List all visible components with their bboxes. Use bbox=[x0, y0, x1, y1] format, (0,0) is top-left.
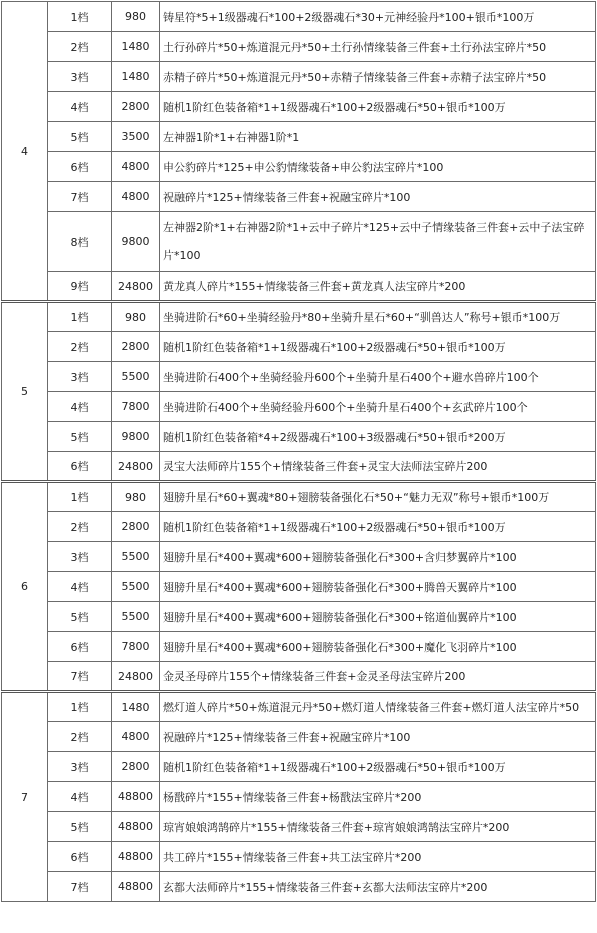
price-cell: 1480 bbox=[112, 32, 160, 62]
price-cell: 48800 bbox=[112, 782, 160, 812]
price-cell: 48800 bbox=[112, 812, 160, 842]
price-cell: 9800 bbox=[112, 212, 160, 272]
tier-cell: 4档 bbox=[48, 782, 112, 812]
reward-content-cell: 铸星符*5+1级器魂石*100+2级器魂石*30+元神经验丹*100+银币*100万 bbox=[160, 2, 596, 32]
reward-content-cell: 随机1阶红色装备箱*1+1级器魂石*100+2级器魂石*50+银币*100万 bbox=[160, 92, 596, 122]
table-row bbox=[2, 362, 596, 392]
tier-cell: 5档 bbox=[48, 602, 112, 632]
tier-cell: 6档 bbox=[48, 152, 112, 182]
reward-content-cell: 玄都大法师碎片*155+情缘装备三件套+玄都大法师法宝碎片*200 bbox=[160, 872, 596, 902]
reward-content-cell: 土行孙碎片*50+炼道混元丹*50+土行孙情缘装备三件套+土行孙法宝碎片*50 bbox=[160, 32, 596, 62]
price-cell: 2800 bbox=[112, 332, 160, 362]
phase-cell: 5 bbox=[2, 302, 48, 482]
price-cell: 24800 bbox=[112, 662, 160, 692]
table-row bbox=[2, 602, 596, 632]
table-row bbox=[2, 542, 596, 572]
table-row bbox=[2, 302, 596, 332]
tier-cell: 1档 bbox=[48, 302, 112, 332]
reward-content-cell: 琼宵娘娘鸿鹄碎片*155+情缘装备三件套+琼宵娘娘鸿鹄法宝碎片*200 bbox=[160, 812, 596, 842]
table-row bbox=[2, 752, 596, 782]
reward-content-cell: 随机1阶红色装备箱*4+2级器魂石*100+3级器魂石*50+银币*200万 bbox=[160, 422, 596, 452]
table-row bbox=[2, 332, 596, 362]
price-cell: 48800 bbox=[112, 872, 160, 902]
price-cell: 7800 bbox=[112, 392, 160, 422]
price-cell: 2800 bbox=[112, 92, 160, 122]
table-row bbox=[2, 62, 596, 92]
price-cell: 1480 bbox=[112, 692, 160, 722]
price-cell: 1480 bbox=[112, 62, 160, 92]
reward-content-cell: 左神器2阶*1+右神器2阶*1+云中子碎片*125+云中子情缘装备三件套+云中子法宝碎片*100 bbox=[160, 212, 596, 272]
table-row bbox=[2, 392, 596, 422]
tier-cell: 1档 bbox=[48, 692, 112, 722]
tier-cell: 6档 bbox=[48, 842, 112, 872]
table-row bbox=[2, 722, 596, 752]
table-row bbox=[2, 2, 596, 32]
tier-cell: 6档 bbox=[48, 632, 112, 662]
tier-cell: 5档 bbox=[48, 422, 112, 452]
price-cell: 980 bbox=[112, 482, 160, 512]
reward-content-cell: 坐骑进阶石400个+坐骑经验丹600个+坐骑升星石400个+玄武碎片100个 bbox=[160, 392, 596, 422]
table-row bbox=[2, 512, 596, 542]
table-row bbox=[2, 842, 596, 872]
reward-content-cell: 翅膀升星石*400+翼魂*600+翅膀装备强化石*300+腾兽天翼碎片*100 bbox=[160, 572, 596, 602]
reward-content-cell: 赤精子碎片*50+炼道混元丹*50+赤精子情缘装备三件套+赤精子法宝碎片*50 bbox=[160, 62, 596, 92]
table-row bbox=[2, 812, 596, 842]
reward-content-cell: 随机1阶红色装备箱*1+1级器魂石*100+2级器魂石*50+银币*100万 bbox=[160, 752, 596, 782]
price-cell: 980 bbox=[112, 2, 160, 32]
table-row bbox=[2, 32, 596, 62]
table-row bbox=[2, 632, 596, 662]
table-row bbox=[2, 272, 596, 302]
tier-cell: 2档 bbox=[48, 332, 112, 362]
table-row bbox=[2, 662, 596, 692]
price-cell: 5500 bbox=[112, 602, 160, 632]
reward-table-body bbox=[2, 2, 596, 902]
price-cell: 4800 bbox=[112, 182, 160, 212]
reward-content-cell: 随机1阶红色装备箱*1+1级器魂石*100+2级器魂石*50+银币*100万 bbox=[160, 332, 596, 362]
reward-content-cell: 翅膀升星石*400+翼魂*600+翅膀装备强化石*300+魔化飞羽碎片*100 bbox=[160, 632, 596, 662]
reward-content-cell: 申公豹碎片*125+申公豹情缘装备+申公豹法宝碎片*100 bbox=[160, 152, 596, 182]
table-row bbox=[2, 422, 596, 452]
tier-cell: 2档 bbox=[48, 512, 112, 542]
tier-cell: 6档 bbox=[48, 452, 112, 482]
tier-cell: 1档 bbox=[48, 2, 112, 32]
tier-cell: 5档 bbox=[48, 812, 112, 842]
price-cell: 4800 bbox=[112, 152, 160, 182]
table-row bbox=[2, 572, 596, 602]
tier-cell: 1档 bbox=[48, 482, 112, 512]
tier-cell: 3档 bbox=[48, 362, 112, 392]
reward-content-cell: 灵宝大法师碎片155个+情缘装备三件套+灵宝大法师法宝碎片200 bbox=[160, 452, 596, 482]
reward-content-cell: 共工碎片*155+情缘装备三件套+共工法宝碎片*200 bbox=[160, 842, 596, 872]
reward-tier-table bbox=[1, 1, 596, 902]
tier-cell: 4档 bbox=[48, 92, 112, 122]
reward-content-cell: 燃灯道人碎片*50+炼道混元丹*50+燃灯道人情缘装备三件套+燃灯道人法宝碎片*50 bbox=[160, 692, 596, 722]
tier-cell: 8档 bbox=[48, 212, 112, 272]
tier-cell: 3档 bbox=[48, 752, 112, 782]
tier-cell: 9档 bbox=[48, 272, 112, 302]
tier-cell: 5档 bbox=[48, 122, 112, 152]
table-row bbox=[2, 152, 596, 182]
phase-cell: 7 bbox=[2, 692, 48, 902]
reward-content-cell: 翅膀升星石*400+翼魂*600+翅膀装备强化石*300+铭道仙翼碎片*100 bbox=[160, 602, 596, 632]
price-cell: 7800 bbox=[112, 632, 160, 662]
price-cell: 5500 bbox=[112, 542, 160, 572]
price-cell: 3500 bbox=[112, 122, 160, 152]
price-cell: 5500 bbox=[112, 362, 160, 392]
tier-cell: 3档 bbox=[48, 62, 112, 92]
table-row bbox=[2, 212, 596, 272]
phase-cell: 4 bbox=[2, 2, 48, 302]
price-cell: 980 bbox=[112, 302, 160, 332]
tier-cell: 7档 bbox=[48, 872, 112, 902]
price-cell: 48800 bbox=[112, 842, 160, 872]
reward-content-cell: 金灵圣母碎片155个+情缘装备三件套+金灵圣母法宝碎片200 bbox=[160, 662, 596, 692]
tier-cell: 4档 bbox=[48, 572, 112, 602]
price-cell: 24800 bbox=[112, 452, 160, 482]
price-cell: 5500 bbox=[112, 572, 160, 602]
reward-content-cell: 翅膀升星石*60+翼魂*80+翅膀装备强化石*50+“魅力无双”称号+银币*100万 bbox=[160, 482, 596, 512]
reward-content-cell: 杨戬碎片*155+情缘装备三件套+杨戬法宝碎片*200 bbox=[160, 782, 596, 812]
price-cell: 9800 bbox=[112, 422, 160, 452]
table-row bbox=[2, 482, 596, 512]
table-row bbox=[2, 452, 596, 482]
price-cell: 2800 bbox=[112, 752, 160, 782]
table-row bbox=[2, 872, 596, 902]
reward-content-cell: 祝融碎片*125+情缘装备三件套+祝融宝碎片*100 bbox=[160, 182, 596, 212]
reward-content-cell: 坐骑进阶石*60+坐骑经验丹*80+坐骑升星石*60+“驯兽达人”称号+银币*100万 bbox=[160, 302, 596, 332]
tier-cell: 7档 bbox=[48, 182, 112, 212]
tier-cell: 3档 bbox=[48, 542, 112, 572]
reward-content-cell: 随机1阶红色装备箱*1+1级器魂石*100+2级器魂石*50+银币*100万 bbox=[160, 512, 596, 542]
tier-cell: 7档 bbox=[48, 662, 112, 692]
table-row bbox=[2, 92, 596, 122]
reward-content-cell: 坐骑进阶石400个+坐骑经验丹600个+坐骑升星石400个+避水兽碎片100个 bbox=[160, 362, 596, 392]
tier-cell: 4档 bbox=[48, 392, 112, 422]
reward-content-cell: 翅膀升星石*400+翼魂*600+翅膀装备强化石*300+含归梦翼碎片*100 bbox=[160, 542, 596, 572]
table-row bbox=[2, 122, 596, 152]
tier-cell: 2档 bbox=[48, 722, 112, 752]
reward-content-cell: 左神器1阶*1+右神器1阶*1 bbox=[160, 122, 596, 152]
table-row bbox=[2, 782, 596, 812]
price-cell: 4800 bbox=[112, 722, 160, 752]
price-cell: 2800 bbox=[112, 512, 160, 542]
price-cell: 24800 bbox=[112, 272, 160, 302]
table-row bbox=[2, 692, 596, 722]
phase-cell: 6 bbox=[2, 482, 48, 692]
reward-content-cell: 黄龙真人碎片*155+情缘装备三件套+黄龙真人法宝碎片*200 bbox=[160, 272, 596, 302]
reward-content-cell: 祝融碎片*125+情缘装备三件套+祝融宝碎片*100 bbox=[160, 722, 596, 752]
tier-cell: 2档 bbox=[48, 32, 112, 62]
table-row bbox=[2, 182, 596, 212]
